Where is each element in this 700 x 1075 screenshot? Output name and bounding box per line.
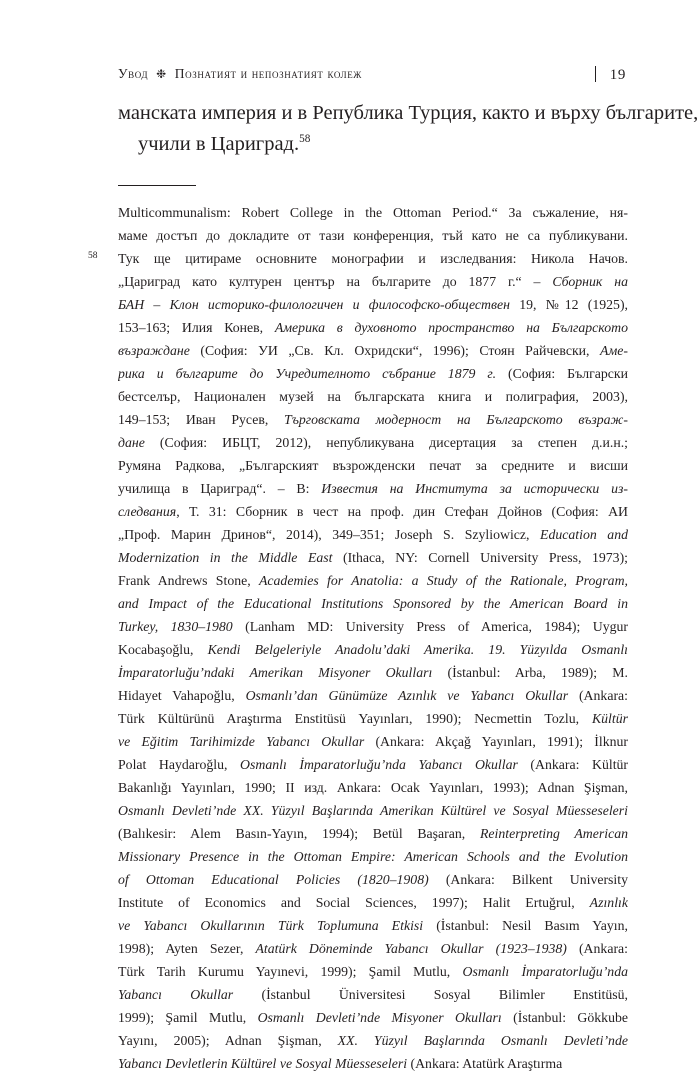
footnote-line <box>118 523 628 546</box>
footnote-line: маме достъп до докладите от тази конференция, тъй като не са публикувани. <box>118 228 628 243</box>
italic-segment: Търговската модерност на Българското възраж- <box>284 412 628 427</box>
text-segment: Türk Tarih Kurumu Yayınevi, 1999); Şamil Mutlu, <box>118 964 463 979</box>
italic-segment: İmparatorluğu’ndaki Amerikan Misyoner Okulları <box>118 665 433 680</box>
footnote-line <box>118 500 628 523</box>
footnote-line <box>118 385 628 408</box>
footnote-line <box>118 983 628 1006</box>
italic-segment: Atatürk Döneminde Yabancı Okullar (1923–1938) <box>255 941 567 956</box>
footnote-line <box>118 845 628 868</box>
page-number: 19 <box>609 67 626 83</box>
italic-segment: of Ottoman Educational Policies (1820–1908) <box>118 872 429 887</box>
text-segment: бестселър, Национален музей на българската книга и полиграфия, 2003), <box>118 389 628 404</box>
text-segment: Institute of Economics and Social Sciences, 1997); Halit Ertuğrul, <box>118 895 590 910</box>
footnote-line <box>118 960 628 983</box>
italic-segment: Сборник на <box>552 274 628 289</box>
footnote-line <box>118 615 628 638</box>
running-header <box>118 66 626 86</box>
italic-segment: Azınlık <box>589 895 628 910</box>
header-divider <box>595 66 596 82</box>
footnote-line <box>118 799 628 822</box>
main-text-line: манската империя и в Република Турция, както и върху българите, <box>118 102 699 124</box>
text-segment: 149–153; Иван Русев, <box>118 412 285 427</box>
italic-segment: Америка в духовното пространство на Българското <box>274 320 628 335</box>
footnote-line <box>118 937 628 960</box>
italic-segment: Missionary Presence in the Ottoman Empire: American Schools and the Evolution <box>118 849 628 864</box>
italic-segment: Modernization in the Middle East <box>118 550 333 565</box>
text-segment: 19, №12 (1925), <box>509 297 628 312</box>
italic-segment: Известия на Института за исторически из- <box>321 481 628 496</box>
text-segment: (Lanham MD: University Press of America, 1984); Uygur <box>232 619 628 634</box>
header-left <box>118 66 362 82</box>
italic-segment: рика и българите до Учредителното събрание 1879 г. <box>118 366 497 381</box>
text-segment: (София: ИБЦТ, 2012), непубликувана дисертация за степен д.и.н.; <box>144 435 628 450</box>
footnote-line <box>118 730 628 753</box>
main-text <box>118 98 699 160</box>
italic-segment: Education and <box>540 527 628 542</box>
footnote-line <box>118 454 628 477</box>
footnote-line <box>118 1029 628 1052</box>
text-segment: „Цариград като културен център на българите до 1877 г.“ – <box>118 274 553 289</box>
italic-segment: Yabancı Devletlerin Kültürel ve Sosyal Müesseseleri <box>118 1056 408 1071</box>
text-segment: (Balıkesir: Alem Basın-Yayın, 1994); Betül Başaran, <box>118 826 480 841</box>
footnote-line <box>118 868 628 891</box>
main-text-line <box>118 129 630 160</box>
italic-segment: Аме- <box>600 343 628 358</box>
footnote-line <box>118 753 628 776</box>
footnote-line <box>118 293 628 316</box>
italic-segment: Osmanlı İmparatorluğu’nda <box>462 964 628 979</box>
text-segment: (İstanbul: Gökkube <box>501 1010 628 1025</box>
footnote-line <box>118 776 628 799</box>
italic-segment: Osmanlı Devleti’nde XX. Yüzyıl Başlarında Amerikan Kültürel ve Sosyal Müesseseleri <box>118 803 628 818</box>
footnote-line <box>118 1006 628 1029</box>
text-segment: Hidayet Vahapoğlu, <box>118 688 246 703</box>
footnote-line <box>118 1052 628 1075</box>
italic-segment: Yabancı Okullar <box>118 987 234 1002</box>
footnote-line <box>118 684 628 707</box>
text-segment: (İstanbul: Nesil Basım Yayın, <box>423 918 628 933</box>
italic-segment: Kültür <box>591 711 628 726</box>
italic-segment: Osmanlı İmparatorluğu’nda Yabancı Okullar <box>240 757 518 772</box>
footnote-line <box>118 477 628 500</box>
text-segment: 1998); Ayten Sezer, <box>118 941 256 956</box>
footnote-line <box>118 316 628 339</box>
footnote-number: 58 <box>88 251 98 261</box>
text-segment: училища в Цариград“. – В: <box>118 481 322 496</box>
text-segment: Тук ще цитираме основните монографии и изследвания: Никола Начов. <box>118 251 628 266</box>
text-segment: „Проф. Марин Дринов“, 2014), 349–351; Joseph S. Szyliowicz, <box>118 527 541 542</box>
italic-segment: дане <box>118 435 145 450</box>
italic-segment: БАН – Клон историко-филологичен и философско-обществен <box>118 297 510 312</box>
footnote-line <box>118 408 628 431</box>
italic-segment: Osmanlı Devleti’nde Misyoner Okulları <box>257 1010 502 1025</box>
text-segment: (Ankara: Bilkent University <box>428 872 628 887</box>
header-chapter-title: Познатият и непознатият колеж <box>174 66 362 81</box>
footnote-line <box>118 270 628 293</box>
text-segment: 1999); Şamil Mutlu, <box>118 1010 258 1025</box>
italic-segment: Osmanlı’dan Günümüze Azınlık ve Yabancı Okullar <box>245 688 569 703</box>
italic-segment: XX. Yüzyıl Başlarında Osmanlı Devleti’nde <box>337 1033 628 1048</box>
footnote-line <box>118 569 628 592</box>
text-segment: Frank Andrews Stone, <box>118 573 259 588</box>
footnote-reference: 58 <box>299 133 311 146</box>
header-section: Увод <box>118 66 149 81</box>
footnote-line <box>118 247 628 270</box>
footnotes <box>88 201 628 1075</box>
text-segment: (Ankara: Atatürk Araştırma <box>407 1056 563 1071</box>
italic-segment: Kendi Belgeleriyle Anadolu’daki Amerika. 19. Yüzyılda Osmanlı <box>207 642 628 657</box>
text-segment: Kocabaşoğlu, <box>118 642 208 657</box>
text-segment: Türk Kültürünü Araştırma Enstitüsü Yayınları, 1990); Necmettin Tozlu, <box>118 711 592 726</box>
italic-segment: Academies for Anatolia: a Study of the Rationale, Program, <box>258 573 628 588</box>
italic-segment: and Impact of the Educational Institutions Sponsored by the American Board in <box>118 596 628 611</box>
footnote-line <box>118 914 628 937</box>
text-segment: Румяна Радкова, „Българският възрожденски печат за средните и висши <box>118 458 628 473</box>
ornament-icon: ❉ <box>156 67 167 81</box>
footnote-separator <box>118 185 196 186</box>
text-segment: (Ithaca, NY: Cornell University Press, 1973); <box>332 550 628 565</box>
continued-footnote <box>118 201 628 247</box>
text-segment: 153–163; Илия Конев, <box>118 320 275 335</box>
text-segment: (София: УИ „Св. Кл. Охридски“, 1996); Стоян Райчевски, <box>189 343 601 358</box>
text-segment: (İstanbul Üniversitesi Sosyal Bilimler Enstitüsü, <box>233 987 628 1002</box>
italic-segment: следвания <box>118 504 177 519</box>
italic-segment: ve Yabancı Okullarının Türk Toplumuna Etkisi <box>118 918 424 933</box>
footnote-line <box>118 707 628 730</box>
text-segment: (Ankara: Akçağ Yayınları, 1991); İlknur <box>364 734 628 749</box>
text-segment: (Ankara: <box>568 688 628 703</box>
text-segment: (София: Български <box>496 366 628 381</box>
italic-segment: възраждане <box>118 343 190 358</box>
text-segment: Polat Haydaroğlu, <box>118 757 241 772</box>
footnote-line <box>118 661 628 684</box>
italic-segment: Reinterpreting American <box>479 826 628 841</box>
footnote-line <box>118 339 628 362</box>
footnote-line <box>118 362 628 385</box>
footnote-line <box>118 592 628 615</box>
text-segment: (İstanbul: Arba, 1989); M. <box>432 665 628 680</box>
text-segment: , Т. 31: Сборник в чест на проф. дин Стефан Дойнов (София: АИ <box>176 504 628 519</box>
footnote-line <box>118 431 628 454</box>
footnote-body <box>118 247 628 1075</box>
footnote-line <box>118 822 628 845</box>
italic-segment: Turkey, 1830–1980 <box>118 619 233 634</box>
header-right <box>595 66 626 84</box>
footnote-line <box>118 546 628 569</box>
footnote-58 <box>88 247 628 1075</box>
text-segment: Yayını, 2005); Adnan Şişman, <box>118 1033 338 1048</box>
footnote-line <box>118 891 628 914</box>
main-text-line-2: учили в Цариград. <box>138 133 300 155</box>
text-segment: (Ankara: <box>566 941 628 956</box>
footnote-line: Multicommunalism: Robert College in the Ottoman Period.“ За съжаление, ня- <box>118 205 628 220</box>
text-segment: Bakanlığı Yayınları, 1990; II изд. Ankara: Ocak Yayınları, 1993); Adnan Şişman, <box>118 780 628 795</box>
text-segment: (Ankara: Kültür <box>517 757 628 772</box>
italic-segment: ve Eğitim Tarihimizde Yabancı Okullar <box>118 734 365 749</box>
footnote-line <box>118 638 628 661</box>
